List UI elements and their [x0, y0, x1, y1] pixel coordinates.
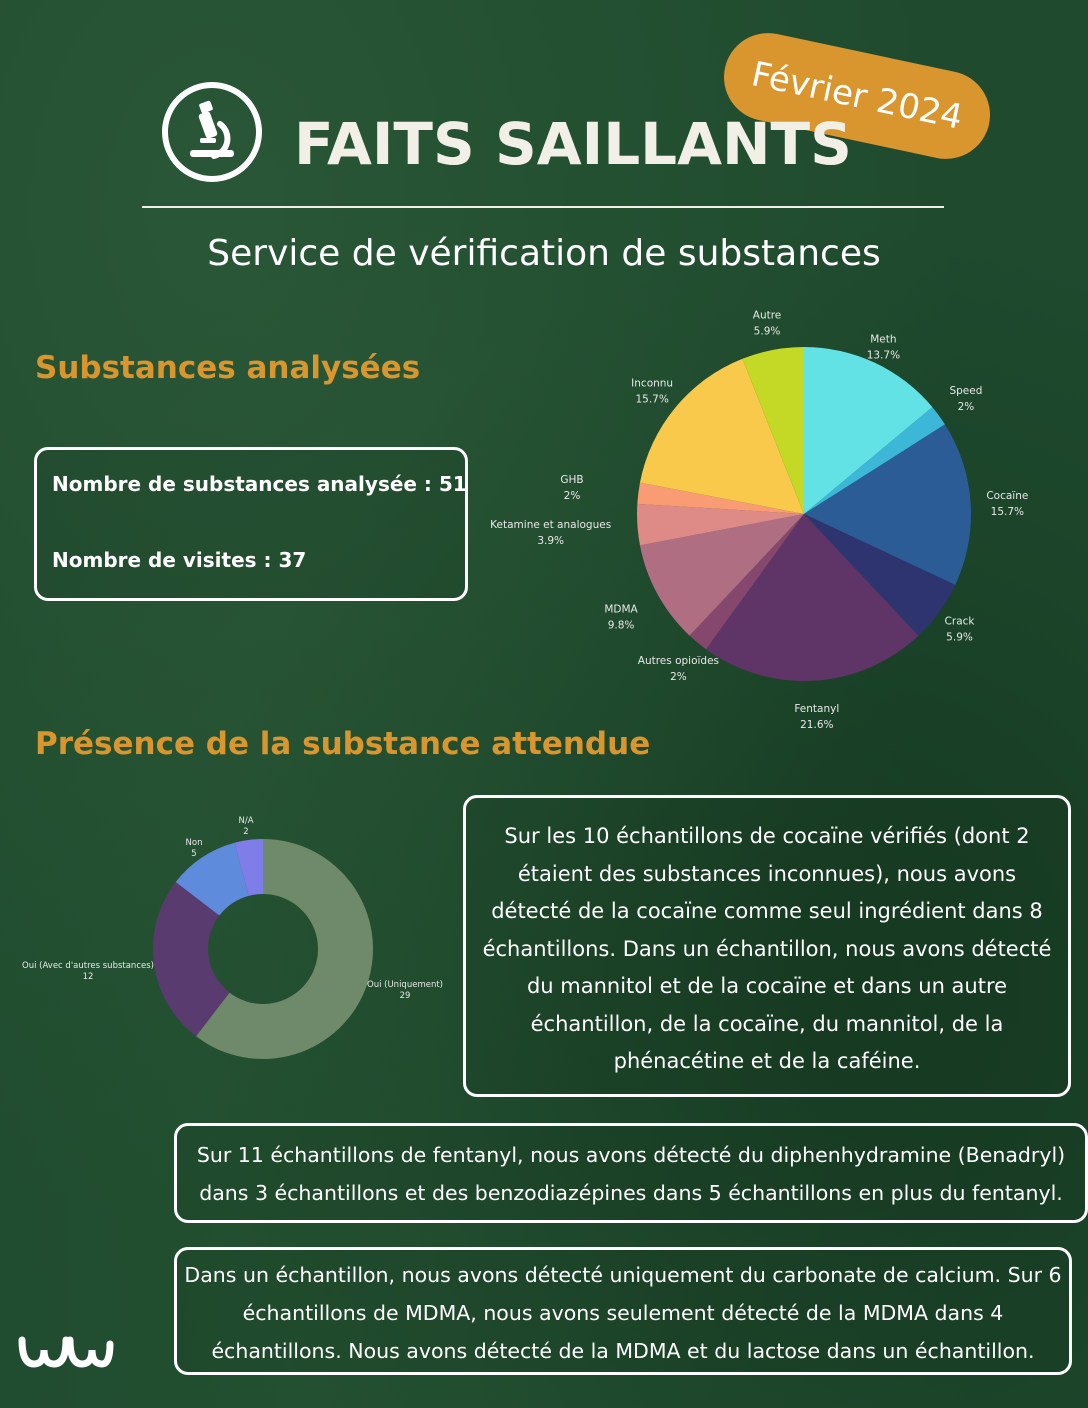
donut-label-n-a: N/A	[238, 816, 254, 826]
pie-value-crack: 5.9%	[946, 631, 973, 644]
fentanyl-findings-text: Sur 11 échantillons de fentanyl, nous avons détecté du diphenhydramine (Benadryl) dans 3 échantillons et des benzodiazépines dans 5 échantillons en plus du fentanyl.	[174, 1123, 1088, 1223]
donut-label-oui-avec-d-autres-substances: Oui (Avec d'autres substances)	[22, 961, 154, 971]
pie-label-autre: Autre	[752, 309, 782, 322]
pie-label-crack: Crack	[944, 615, 975, 628]
cocaine-findings-text: Sur les 10 échantillons de cocaïne vérifiés (dont 2 étaient des substances inconnues), nous avons détecté de la cocaïne comme seul ingrédient dans 8 échantillons. Dans un échantillon, nous avons détecté du mannitol et de la cocaïne et dans un autre échantillon, de la cocaïne, du mannitol, de la phénacétine et de la caféine.	[463, 795, 1071, 1097]
pie-label-meth: Meth	[870, 333, 897, 346]
page-title: FAITS SAILLANTS	[294, 110, 852, 178]
pie-value-meth: 13.7%	[866, 349, 901, 362]
pie-label-autres-opioides: Autres opioïdes	[637, 654, 720, 667]
mdma-findings-text: Dans un échantillon, nous avons détecté uniquement du carbonate de calcium. Sur 6 échantillons de MDMA, nous avons seulement détecté de la MDMA dans 4 échantillons. Nous avons détecté de la MDMA et du lactose dans un échantillon.	[174, 1247, 1072, 1375]
pie-value-mdma: 9.8%	[607, 619, 635, 632]
pie-label-inconnu: Inconnu	[631, 377, 674, 390]
stat-substances-count: Nombre de substances analysée : 51	[52, 472, 467, 496]
pie-label-ghb: GHB	[560, 473, 584, 486]
donut-label-non: Non	[185, 838, 203, 848]
pie-value-fentanyl: 21.6%	[800, 718, 834, 731]
date-badge: Février 2024	[716, 25, 998, 167]
pie-label-ketamine-et-analogues: Ketamine et analogues	[490, 519, 612, 532]
donut-value-oui-uniquement: 29	[399, 991, 411, 1001]
substances-pie-chart	[490, 300, 1040, 731]
stat-visits-count: Nombre de visites : 37	[52, 548, 307, 572]
donut-value-n-a: 2	[243, 827, 249, 837]
pie-value-autre: 5.9%	[753, 325, 781, 338]
pie-label-cocaine: Cocaïne	[986, 489, 1029, 502]
pie-value-speed: 2%	[957, 400, 975, 413]
section-title-presence: Présence de la substance attendue	[35, 726, 651, 762]
stats-box	[34, 447, 468, 601]
donut-value-non: 5	[191, 849, 197, 859]
pie-value-cocaine: 15.7%	[990, 505, 1025, 518]
donut-value-oui-avec-d-autres-substances: 12	[82, 972, 94, 982]
pie-label-speed: Speed	[949, 384, 983, 397]
donut-label-oui-uniquement: Oui (Uniquement)	[367, 980, 443, 990]
page-subtitle: Service de vérification de substances	[207, 233, 881, 274]
pie-label-mdma: MDMA	[604, 603, 638, 616]
title-divider	[142, 206, 944, 208]
section-title-substances: Substances analysées	[35, 350, 421, 386]
microscope-icon	[160, 80, 264, 184]
pie-value-autres-opioides: 2%	[670, 670, 687, 683]
pie-label-fentanyl: Fentanyl	[794, 702, 840, 715]
organization-logo-icon	[18, 1330, 114, 1374]
presence-donut-chart	[0, 805, 460, 1105]
pie-value-ketamine-et-analogues: 3.9%	[537, 535, 565, 548]
pie-value-ghb: 2%	[563, 489, 581, 502]
pie-value-inconnu: 15.7%	[635, 393, 669, 406]
